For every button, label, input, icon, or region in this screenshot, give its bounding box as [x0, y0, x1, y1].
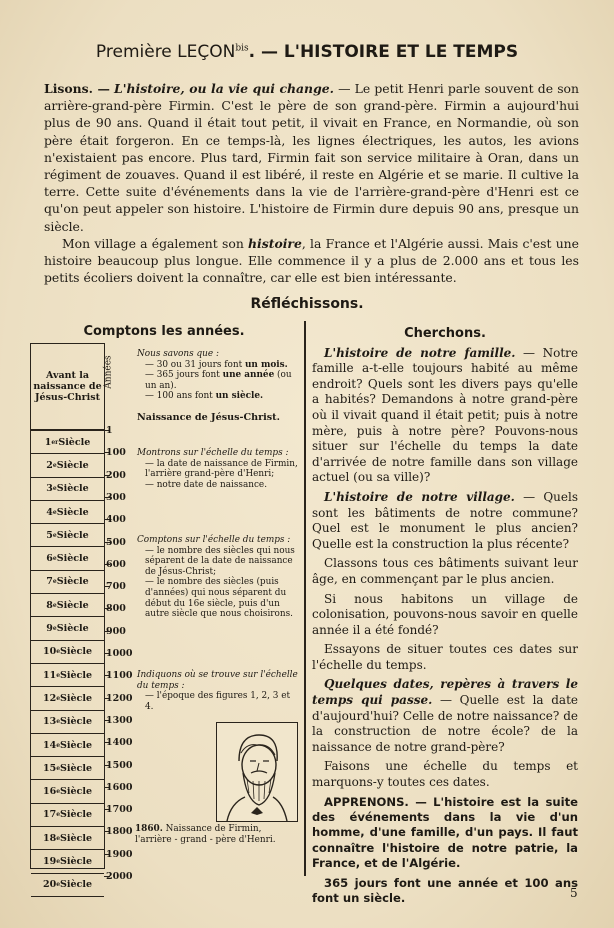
century-cell: 12 e Siècle: [31, 687, 104, 710]
portrait-firmin: [216, 722, 298, 822]
century-cell: 2 e Siècle: [31, 454, 104, 477]
cherchons-paragraph: Si nous habitons un village de colonisation, pouvons-nous savoir en quelle année il a été fondé?: [312, 591, 578, 637]
comptons-heading: Comptons les années.: [83, 324, 245, 339]
year-label: 900: [106, 625, 126, 637]
century-cell: 14 e Siècle: [31, 734, 104, 757]
old-man-portrait-icon: [217, 723, 297, 821]
century-cell: 20 e Siècle: [31, 874, 104, 897]
year-label: 100: [106, 447, 126, 459]
timeline-table: [30, 343, 105, 891]
apprenons-paragraph: 365 jours font une année et 100 ans font un siècle.: [312, 875, 578, 906]
cherchons-paragraph: Classons tous ces bâtiments suivant leur âge, en commençant par le plus ancien.: [312, 556, 578, 586]
year-label: 600: [106, 558, 126, 570]
timeline-header: Avant la naissance de Jésus-Christ: [31, 344, 104, 431]
century-cell: 7 e Siècle: [31, 571, 104, 594]
cherchons-paragraph: L'histoire de notre famille. — Notre famille a-t-elle toujours habité au même endroit? Quels sont les divers pays qu'elle a habités? Demandons à notre grand-père où il vivait quand il était petit; puis à notre mère, puis à notre père? Pouvons-nous situer sur l'échelle du temps la date d'arrivée de notre famille dans son village actuel (ou sa ville)?: [312, 345, 579, 485]
year-label: 1300: [106, 714, 133, 726]
century-cell: 3 e Siècle: [31, 478, 104, 501]
note-indiquons: Indiquons où se trouve sur l'échelle du temps : — l'époque des figures 1, 2, 3 et 4.: [137, 670, 298, 712]
year-label: 400: [106, 514, 126, 526]
intro-paragraph-2: Mon village a également son histoire, la France et l'Algérie aussi. Mais c'est une histoire beaucoup plus longue. Elle commence il y a plus de 2.000 ans et tous les petits écoliers doivent la connaître, car elle est bien intéressante.: [44, 235, 579, 286]
century-cell: 13 e Siècle: [31, 711, 104, 734]
century-cell: 4 e Siècle: [31, 501, 104, 524]
page-number: 5: [570, 886, 578, 900]
year-label: 300: [106, 491, 126, 503]
year-label: 1200: [106, 692, 133, 704]
apprenons-paragraph: APPRENONS. — L'histoire est la suite des événements dans la vie d'un homme, d'une famille, d'un pays. Il faut connaître l'histoire de notre patrie, la France, et de l'Algérie.: [312, 794, 578, 871]
year-label: 1700: [106, 804, 133, 816]
century-cell: 9 e Siècle: [31, 617, 104, 640]
year-label: 1800: [106, 826, 133, 838]
cherchons-paragraph: Essayons de situer toutes ces dates sur l'échelle du temps.: [312, 642, 578, 672]
year-label: 500: [106, 536, 126, 548]
century-cell: 11 e Siècle: [31, 664, 104, 687]
note-comptons: Comptons sur l'échelle du temps : — le nombre des siècles qui nous séparent de la date de naissance de Jésus-Christ; — le nombre des siècles (puis d'années) qui nous séparent du début du 16e siècle, puis d'un autre siècle que nous choisirons.: [137, 535, 295, 620]
intro-text: [44, 80, 579, 286]
cherchons-paragraph: Faisons une échelle du temps et marquons-y toutes ces dates.: [312, 759, 578, 790]
annees-label: Années: [103, 355, 114, 389]
year-label: 1000: [106, 648, 133, 659]
century-cell: 16 e Siècle: [31, 780, 104, 803]
cherchons-heading: Cherchons.: [404, 326, 486, 341]
century-cell: 5 e Siècle: [31, 524, 104, 547]
year-label: 1: [106, 425, 113, 436]
year-label: 2000: [106, 871, 133, 882]
reflect-heading: Réfléchissons.: [250, 296, 364, 312]
year-scale: [104, 343, 134, 882]
year-label: 1600: [106, 781, 133, 793]
lesson-title: Première $LEÇON^{bis}$. — L'HISTOIRE ET LE TEMPS: [95, 42, 519, 62]
century-cell: 8 e Siècle: [31, 594, 104, 617]
year-label: 200: [106, 469, 126, 481]
note-nous-savons: Nous savons que : — 30 ou 31 jours font un mois. — 365 jours font une année (ou un an). — 100 ans font un siècle.: [137, 349, 292, 402]
year-label: 1900: [106, 848, 133, 860]
year-label: 1500: [106, 759, 133, 771]
year-label: 800: [106, 603, 126, 615]
century-cell: 17 e Siècle: [31, 804, 104, 827]
cherchons-paragraph: L'histoire de notre village. — Quels sont les bâtiments de notre commune? Quel est le monument le plus ancien? Quelle est la construction la plus récente?: [312, 489, 578, 551]
century-cell: 6 e Siècle: [31, 547, 104, 570]
intro-paragraph-1: Lisons. — L'histoire, ou la vie qui change. — Le petit Henri parle souvent de son arrière-grand-père Firmin. C'est le père de son grand-père. Firmin a aujourd'hui plus de 90 ans. Quand il était tout petit, il vivait en France, en Normandie, où son père était forgeron. En ce temps-là, les lignes électriques, les autos, les avions n'existaient pas encore. Plus tard, Firmin fait son service militaire à Oran, dans un régiment de zouaves. Quand il est libéré, il reste en Algérie et se marie. Il cultive la terre. Cette suite d'événements dans la vie de l'arrière-grand-père d'Henri est ce qu'on peut appeler son histoire. L'histoire de Firmin dure depuis 90 ans, presque un siècle.: [44, 81, 579, 234]
cherchons-paragraph: Quelques dates, repères à travers le temps qui passe. — Quelle est la date d'aujourd'hui? Celle de notre naissance? de la construction de notre école? de la naissance de notre grand-père?: [312, 677, 579, 754]
column-divider: [304, 321, 306, 876]
portrait-caption: 1860. Naissance de Firmin, l'arrière - grand - père d'Henri.: [135, 824, 276, 845]
century-cell: 1 er Siècle: [31, 431, 104, 454]
cherchons-column: [312, 326, 578, 910]
year-label: 1400: [106, 737, 133, 749]
century-cell: 10 e Siècle: [31, 641, 104, 664]
note-montrons: Montrons sur l'échelle du temps : — la date de naissance de Firmin, l'arrière grand-père d'Henri; — notre date de naissance.: [137, 448, 298, 490]
century-cell: 19 e Siècle: [31, 850, 104, 873]
note-birth-christ: Naissance de Jésus-Christ.: [137, 412, 280, 423]
year-label: 1100: [106, 670, 133, 682]
century-cell: 15 e Siècle: [31, 757, 104, 780]
year-label: 700: [106, 581, 126, 593]
century-cell: 18 e Siècle: [31, 827, 104, 850]
